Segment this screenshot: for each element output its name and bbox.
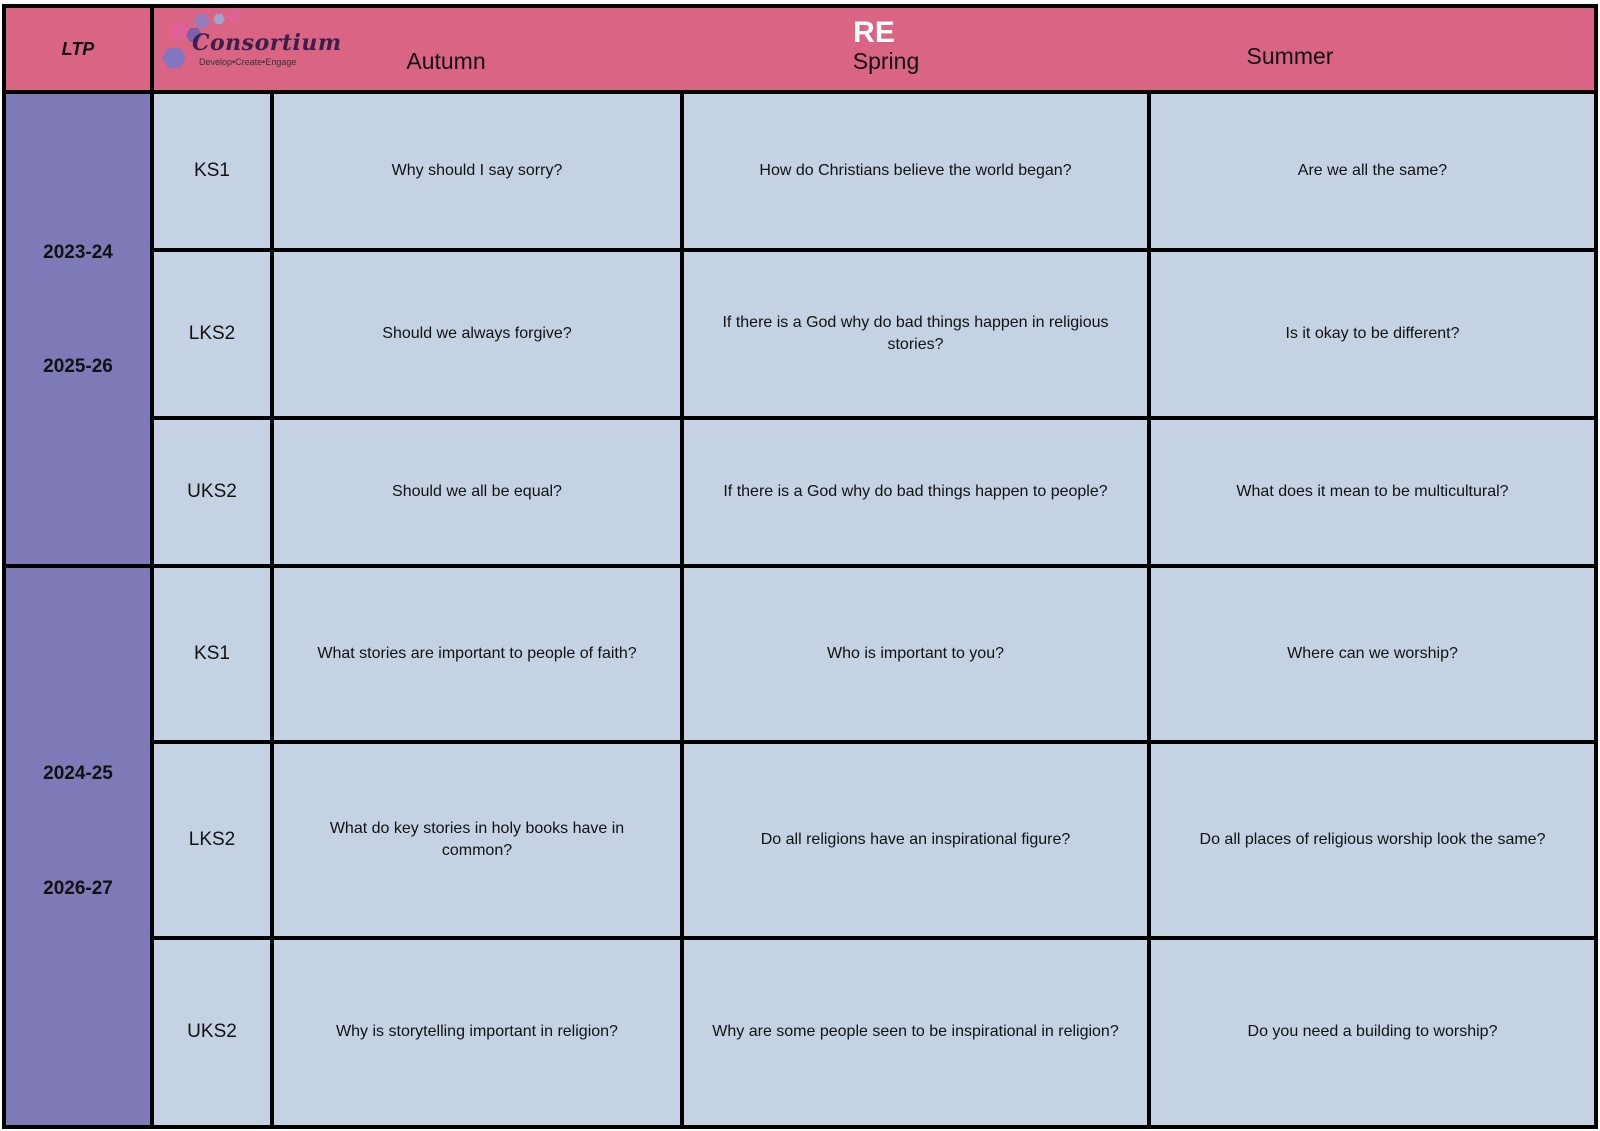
season-spring: Spring [852, 48, 920, 74]
autumn-topic-cell: Should we all be equal? [270, 416, 684, 568]
autumn-topic-cell: Why is storytelling important in religion? [270, 936, 684, 1129]
spring-topic-cell: If there is a God why do bad things happen in religious stories? [680, 248, 1151, 420]
season-summer: Summer [1246, 43, 1334, 69]
autumn-topic-cell: What do key stories in holy books have in common? [270, 740, 684, 940]
season-autumn: Autumn [406, 48, 486, 74]
year-block-2 [2, 564, 154, 1129]
autumn-topic-cell: Should we always forgive? [270, 248, 684, 420]
key-stage-cell: KS1 [150, 564, 274, 744]
autumn-topic-cell: Why should I say sorry? [270, 90, 684, 252]
spring-topic-cell: Why are some people seen to be inspirational in religion? [680, 936, 1151, 1129]
spring-topic-cell: If there is a God why do bad things happen to people? [680, 416, 1151, 568]
summer-topic-cell: What does it mean to be multicultural? [1147, 416, 1598, 568]
subject-title: RE [853, 16, 895, 49]
key-stage-cell: LKS2 [150, 740, 274, 940]
year-label: 2026-27 [43, 878, 113, 899]
key-stage-cell: KS1 [150, 90, 274, 252]
logo-tagline: Develop•Create•Engage [199, 57, 297, 67]
key-stage-cell: LKS2 [150, 248, 274, 420]
year-block-1 [2, 90, 154, 568]
key-stage-cell: UKS2 [150, 416, 274, 568]
summer-topic-cell: Is it okay to be different? [1147, 248, 1598, 420]
summer-topic-cell: Where can we worship? [1147, 564, 1598, 744]
summer-topic-cell: Are we all the same? [1147, 90, 1598, 252]
spring-topic-cell: Who is important to you? [680, 564, 1151, 744]
year-label: 2023-24 [43, 242, 113, 263]
spring-topic-cell: How do Christians believe the world began? [680, 90, 1151, 252]
summer-topic-cell: Do all places of religious worship look the same? [1147, 740, 1598, 940]
ltp-label: LTP [2, 4, 154, 94]
key-stage-cell: UKS2 [150, 936, 274, 1129]
year-label: 2025-26 [43, 356, 113, 377]
autumn-topic-cell: What stories are important to people of faith? [270, 564, 684, 744]
year-label: 2024-25 [43, 763, 113, 784]
logo-wordmark: Consortium [192, 30, 342, 56]
spring-topic-cell: Do all religions have an inspirational figure? [680, 740, 1151, 940]
summer-topic-cell: Do you need a building to worship? [1147, 936, 1598, 1129]
